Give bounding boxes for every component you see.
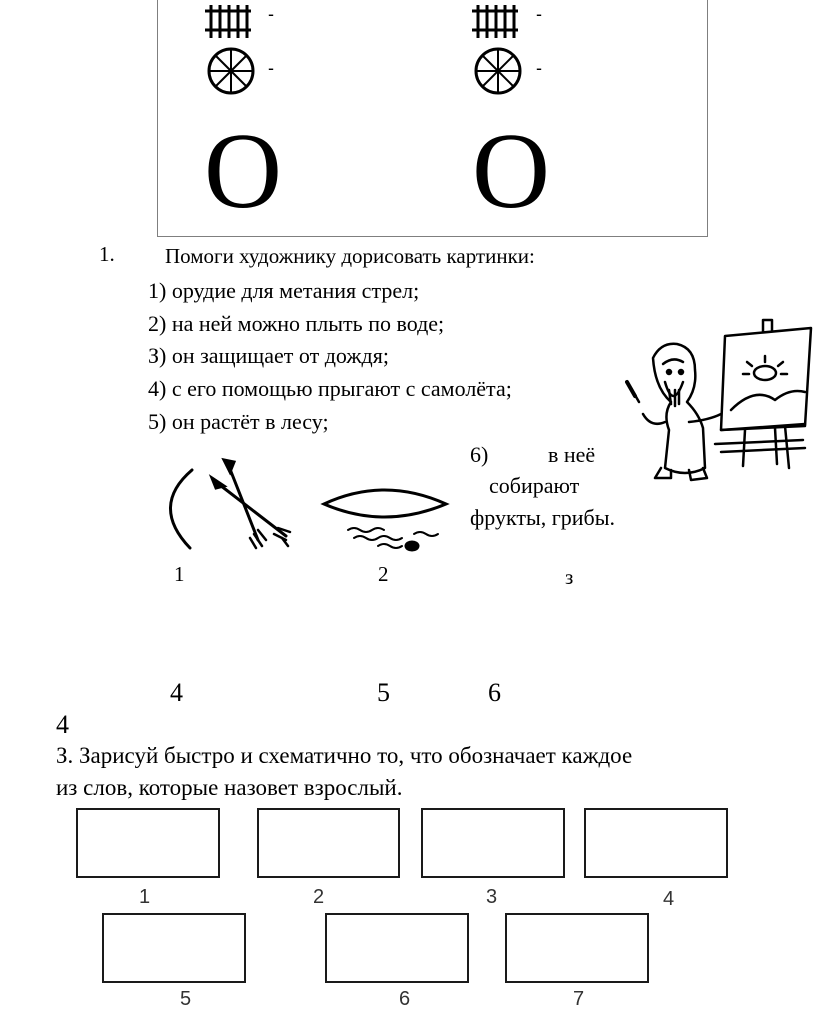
right-icon-group [472, 2, 532, 97]
task3-line-2: из слов, которые назовет взрослый. [56, 775, 403, 800]
task1-item-1: 1) орудие для метания стрел; [148, 278, 420, 303]
artist-illustration [625, 318, 815, 488]
right-dash-1: - [536, 4, 542, 24]
picture-label-1: 1 [174, 562, 185, 586]
box-label-5: 5 [180, 988, 192, 1010]
drawing-box-6[interactable] [325, 913, 469, 983]
task1-item-6-word: в неё [548, 442, 596, 467]
drawing-box-2[interactable] [257, 808, 400, 878]
drawing-box-5[interactable] [102, 913, 246, 983]
task1-number: 1. [99, 242, 115, 266]
left-icon-group [205, 2, 265, 97]
waves-icon [348, 528, 438, 548]
task1-title: Помоги художнику дорисовать картинки: [165, 244, 535, 268]
wheel-icon [209, 49, 253, 93]
stray-number: 4 [56, 710, 69, 739]
left-dash-1: - [268, 4, 274, 24]
stone-icon [406, 542, 418, 550]
bow-and-arrows-drawing [158, 456, 293, 556]
picture-label-3: з [565, 565, 574, 589]
task3-line-1: З. Зарисуй быстро и схематично то, что обозначает каждое [56, 743, 633, 768]
task1-item-3: З) он защищает от дождя; [148, 343, 389, 368]
drawing-box-7[interactable] [505, 913, 649, 983]
left-dash-2: - [268, 58, 274, 78]
right-dash-2: - [536, 58, 542, 78]
picture-label-6: 6 [488, 678, 501, 707]
wheel-icon [476, 49, 520, 93]
rail-track-icon [472, 5, 518, 38]
box-label-4: 4 [663, 888, 675, 910]
task1-item-4: 4) с его помощью прыгают с самолёта; [148, 376, 512, 401]
box-label-7: 7 [573, 988, 585, 1010]
drawing-box-4[interactable] [584, 808, 728, 878]
task1-item-6-line3: фрукты, грибы. [470, 505, 616, 530]
bow-icon [170, 470, 192, 548]
drawing-box-3[interactable] [421, 808, 565, 878]
picture-label-5: 5 [377, 678, 390, 707]
task1-item-6-line2: собирают [489, 473, 580, 498]
drawing-box-1[interactable] [76, 808, 220, 878]
boat-drawing [318, 482, 458, 554]
task1-item-5: 5) он растёт в лесу; [148, 409, 329, 434]
box-label-2: 2 [313, 886, 325, 908]
right-letter: О [472, 112, 550, 231]
box-label-6: 6 [399, 988, 411, 1010]
picture-label-4: 4 [170, 678, 183, 707]
picture-label-2: 2 [378, 562, 389, 586]
box-label-1: 1 [139, 886, 151, 908]
artist-figure [627, 344, 721, 480]
box-label-3: 3 [486, 886, 498, 908]
boat-icon [324, 490, 446, 517]
arrow-icon [212, 478, 290, 546]
task1-item-2: 2) на ней можно плыть по воде; [148, 311, 445, 336]
rail-track-icon [205, 5, 251, 38]
task1-item-6-num: 6) [470, 442, 489, 467]
left-letter: О [204, 112, 282, 231]
